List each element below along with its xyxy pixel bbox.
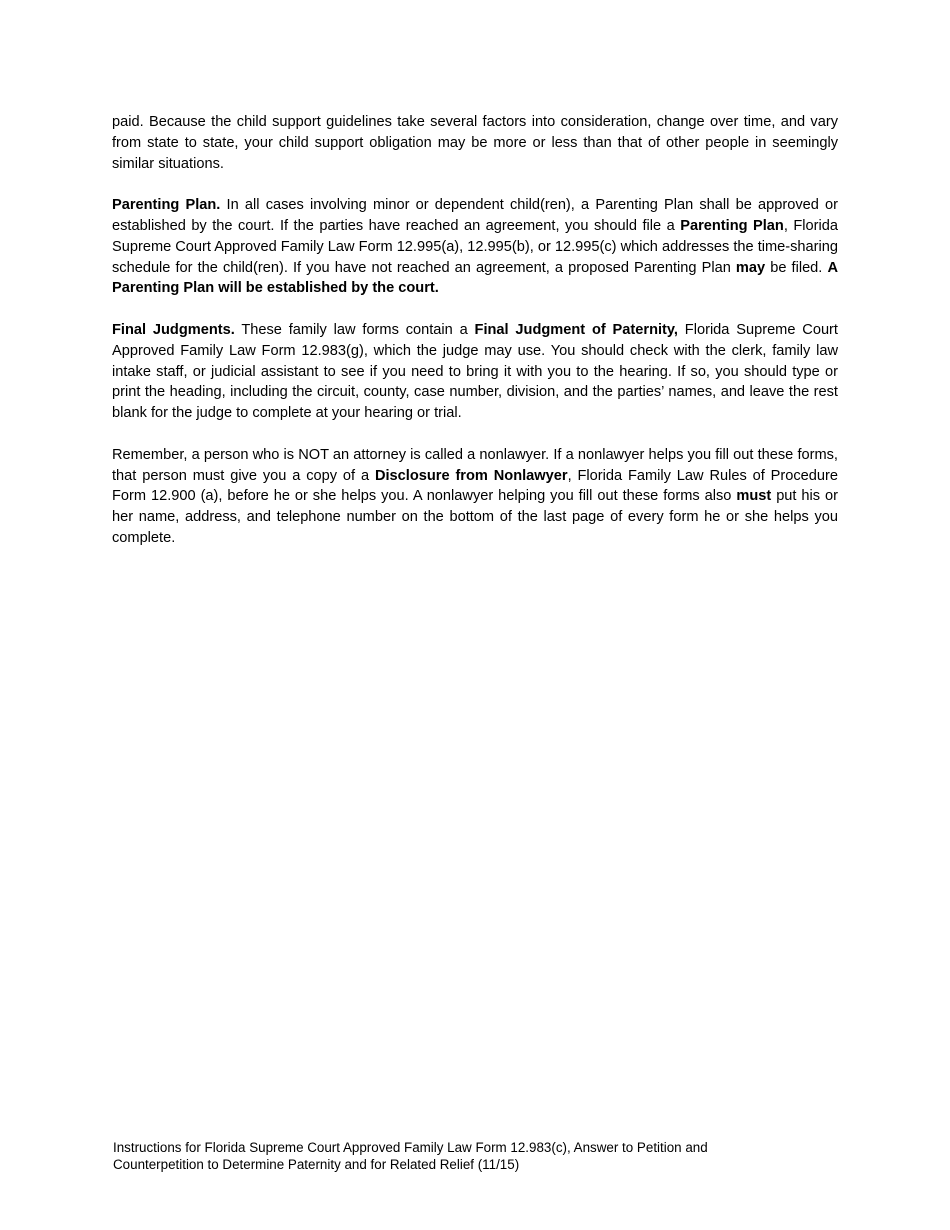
paragraph-nonlawyer — [112, 445, 838, 549]
paragraph-text: In all cases involving minor or dependent child(ren), a Parenting Plan shall be approved or established by the court. If the parties have reached an agreement, you should file a — [112, 197, 839, 234]
bold-statement: A Parenting Plan will be established by the court. — [112, 259, 838, 297]
paragraph-final-judgments — [112, 320, 838, 424]
paragraph-child-support — [112, 112, 838, 174]
bold-form-name: Disclosure from Nonlawyer — [374, 467, 568, 484]
bold-form-name: Parenting Plan — [680, 217, 784, 234]
heading-final-judgments: Final Judgments. — [112, 321, 235, 338]
paragraph-text: Florida Supreme Court Approved Family Law Form 12.983(g), which the judge may use. You should check with the clerk, family law intake staff, or judicial assistant to see if you need to bring it with you to the hearing. If so, you should type or print the heading, including the circuit, county, case number, division, and the parties’ names, and leave the rest blank for the judge to complete at your hearing or trial. — [112, 321, 838, 422]
bold-form-name: Final Judgment of Paternity, — [474, 321, 678, 338]
bold-emphasis: must — [736, 488, 772, 505]
page-footer — [113, 1139, 813, 1173]
paragraph-parenting-plan — [112, 195, 838, 299]
paragraph-text: , Florida Family Law Rules of Procedure Form 12.900 (a), before he or she helps you. A nonlawyer helping you fill out these forms also — [112, 467, 838, 505]
paragraph-text: Remember, a person who is NOT an attorney is called a nonlawyer. If a nonlawyer helps you fill out these forms, that person must give you a copy of a — [112, 446, 838, 484]
bold-emphasis: may — [735, 259, 766, 276]
paragraph-text: put his or her name, address, and telephone number on the bottom of the last page of every form he or she helps you complete. — [112, 488, 838, 546]
paragraph-text: These family law forms contain a — [234, 321, 475, 338]
instructions-body — [112, 112, 838, 570]
footer-line-2: Counterpetition to Determine Paternity and for Related Relief (11/15) — [113, 1157, 520, 1172]
heading-parenting-plan: Parenting Plan. — [112, 197, 221, 214]
paragraph-text: be filed. — [765, 259, 828, 276]
footer-line-1: Instructions for Florida Supreme Court Approved Family Law Form 12.983(c), Answer to Petition and — [113, 1140, 708, 1155]
paragraph-text: , Florida Supreme Court Approved Family Law Form 12.995(a), 12.995(b), or 12.995(c) which addresses the time-sharing schedule for the child(ren). If you have not reached an agreement, a proposed Parenting Plan — [112, 217, 838, 276]
paragraph-text: paid. Because the child support guidelines take several factors into consideration, change over time, and vary from state to state, your child support obligation may be more or less than that of other people in seemingly similar situations. — [112, 114, 838, 172]
